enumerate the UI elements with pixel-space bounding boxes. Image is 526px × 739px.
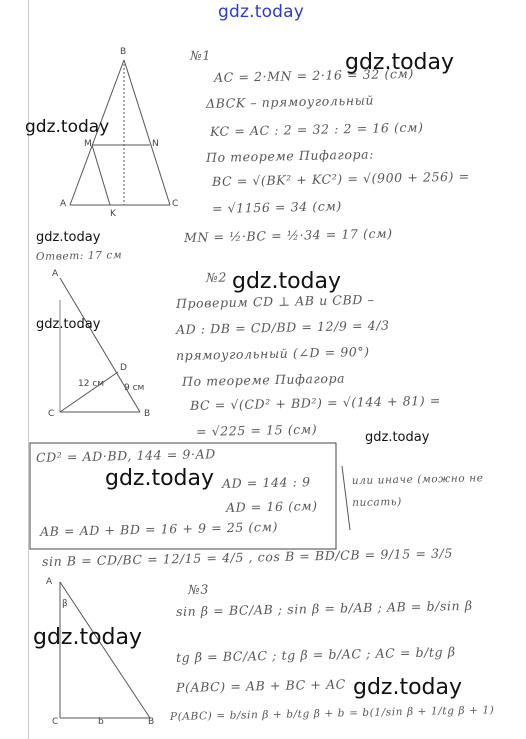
vertex-label-d2: D: [120, 363, 127, 373]
problem2-box4: AB = AD + BD = 16 + 9 = 25 (см): [39, 519, 279, 539]
watermark-8: gdz.today: [33, 625, 143, 650]
vertex-label-m: M: [84, 139, 92, 149]
problem2-box2: AD = 144 : 9: [221, 474, 311, 491]
problem2-side-note: или иначе (можно не писать): [351, 472, 484, 509]
vertex-label-c3: C: [52, 717, 59, 727]
vertex-label-c2: C: [48, 409, 55, 419]
problem2-line2: AD : DB = CD/BD = 12/9 = 4/3: [175, 317, 390, 337]
watermark-3: gdz.today: [36, 230, 101, 245]
triangle-figure-3: [60, 582, 150, 718]
watermark-1: gdz.today: [345, 50, 455, 75]
problem1-line5: BC = √(BK² + KC²) = √(900 + 256) =: [211, 168, 470, 189]
problem1-line4: По теореме Пифагора:: [205, 146, 375, 165]
watermark-top: gdz.today: [218, 2, 305, 22]
problem3-line3: P(ABC) = AB + BC + AC: [175, 676, 346, 695]
problem2-line7: sin B = CD/BC = 12/15 = 4/5 , cos B = BD/CB = 9/15 = 3/5: [41, 545, 454, 569]
problem2-line3: прямоугольный (∠D = 90°): [175, 343, 370, 363]
angle-label-beta: β: [62, 599, 68, 609]
problem1-line1: AC = 2·MN = 2·16 = 32 (см): [213, 65, 415, 85]
vertex-label-b: B: [120, 47, 127, 57]
watermark-2: gdz.today: [25, 117, 110, 137]
problem1-line3: KC = AC : 2 = 32 : 2 = 16 (см): [209, 119, 424, 139]
problem1-answer: Ответ: 17 см: [35, 249, 123, 263]
vertex-label-b2: B: [144, 409, 151, 419]
segment-label-12: 12 см: [78, 379, 105, 389]
problem3-line1: sin β = BC/AB ; sin β = b/AB ; AB = b/sin β: [175, 597, 473, 619]
problem2-line1: Проверим CD ⊥ AB и CBD –: [175, 291, 375, 311]
problem2-line6: = √225 = 15 (см): [195, 421, 318, 439]
problem1-line7: MN = ½·BC = ½·34 = 17 (см): [183, 225, 393, 245]
problem2-number: №2: [205, 269, 228, 285]
problem1-line6: = √1156 = 34 (см): [211, 198, 342, 216]
watermark-4: gdz.today: [232, 269, 342, 294]
watermark-6: gdz.today: [365, 430, 430, 445]
problem1-line2: ΔBCK – прямоугольный: [205, 92, 375, 111]
watermark-9: gdz.today: [353, 675, 463, 700]
vertex-label-a3: A: [46, 577, 53, 587]
vertex-label-k: K: [110, 209, 116, 219]
problem1-number: №1: [189, 47, 212, 63]
problem3-line2: tg β = BC/AC ; tg β = b/AC ; AC = b/tg β: [175, 644, 456, 665]
side-bracket: [342, 466, 350, 530]
side-label-b3: b: [98, 717, 104, 727]
vertex-label-b3: B: [148, 717, 155, 727]
problem2-box1: CD² = AD·BD, 144 = 9·AD: [35, 446, 216, 465]
vertex-label-a: A: [60, 199, 67, 209]
vertex-label-n: N: [152, 139, 159, 149]
problem2-line4: По теореме Пифагора: [181, 370, 346, 389]
segment-label-9: 9 см: [124, 383, 145, 393]
vertex-label-c: C: [172, 199, 179, 209]
problem2-box3: AD = 16 (см): [225, 498, 318, 515]
problem3-line4: P(ABC) = b/sin β + b/tg β + b = b(1/sin β + 1/tg β + 1): [169, 704, 495, 723]
problem3-number: №3: [187, 581, 210, 597]
vertex-label-a2: A: [52, 269, 59, 279]
watermark-5: gdz.today: [36, 317, 101, 332]
watermark-7: gdz.today: [105, 466, 215, 491]
problem2-line5: BC = √(CD² + BD²) = √(144 + 81) =: [189, 392, 442, 413]
